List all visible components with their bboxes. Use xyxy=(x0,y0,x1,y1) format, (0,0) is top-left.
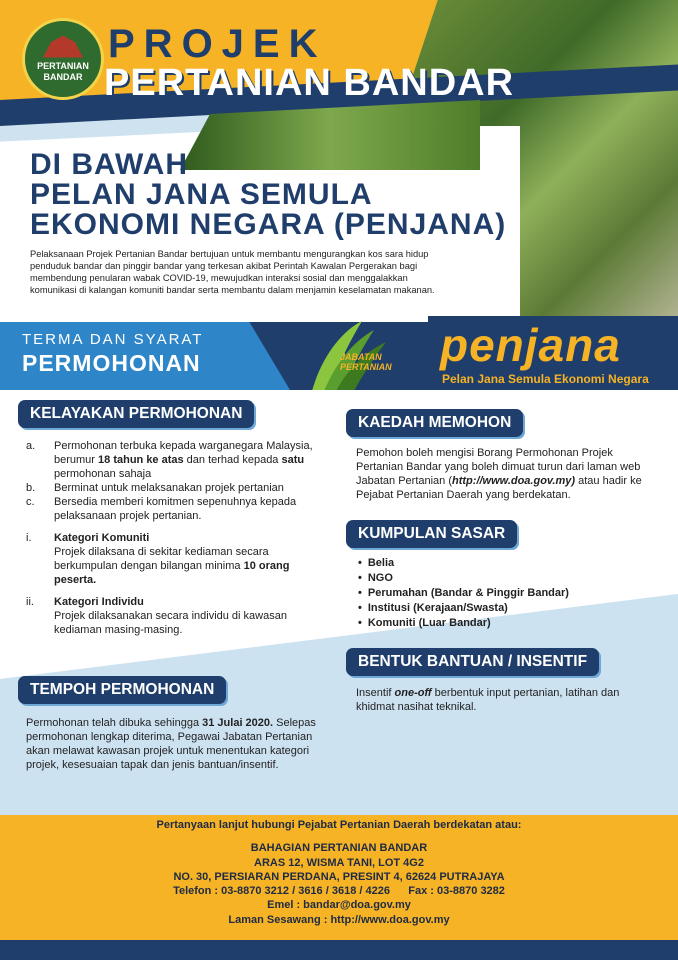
kumpulan-heading: KUMPULAN SASAR xyxy=(346,520,517,548)
list-item: • NGO xyxy=(358,571,569,586)
item-bold: 18 tahun ke atas xyxy=(98,454,184,466)
list-item xyxy=(26,531,316,587)
item-text: Berminat untuk melaksanakan projek pertanian xyxy=(54,482,284,494)
kelayakan-list xyxy=(26,439,316,637)
item-text: permohonan sahaja xyxy=(54,468,152,480)
footer-contact xyxy=(0,818,678,927)
item-text: Permohonan terbuka kepada warganegara Malaysia, berumur xyxy=(54,440,313,466)
list-marker: c. xyxy=(26,496,35,508)
jabatan-text xyxy=(340,352,392,372)
list-marker: a. xyxy=(26,440,36,452)
footer-line3: ARAS 12, WISMA TANI, LOT 4G2 xyxy=(254,856,424,869)
footer-line2: BAHAGIAN PERTANIAN BANDAR xyxy=(250,842,428,855)
footer-email[interactable]: Emel : bandar@doa.gov.my xyxy=(267,899,411,912)
tempoh-post: Selepas permohonan lengkap diterima, Pegawai Jabatan Pertanian akan melawat kawasan projek untuk menentukan kategori projek, kesesuaian tapak dan jenis bantuan/insentif. xyxy=(26,717,316,771)
kaedah-post: atau hadir ke Pejabat Pertanian Daerah yang berdekatan. xyxy=(356,475,642,501)
list-item: • Perumahan (Bandar & Pinggir Bandar) xyxy=(358,586,569,601)
logo-text-2: BANDAR xyxy=(43,71,83,82)
list-item xyxy=(26,595,316,637)
list-marker: i. xyxy=(26,532,32,544)
subheading-line3: EKONOMI NEGARA (PENJANA) xyxy=(30,208,507,241)
item-text: Bersedia memberi komitmen sepenuhnya kepada pelaksanaan projek pertanian. xyxy=(54,496,297,522)
doa-link[interactable]: http://www.doa.gov.my) xyxy=(452,475,576,487)
kelayakan-heading: KELAYAKAN PERMOHONAN xyxy=(18,400,254,428)
kaedah-pre: Pemohon boleh mengisi Borang Permohonan Projek Pertanian Bandar yang boleh dimuat turun dari laman web Jabatan Pertanian ( xyxy=(356,447,641,487)
list-item: • Komuniti (Luar Bandar) xyxy=(358,616,569,631)
jabatan-line2: PERTANIAN xyxy=(340,362,392,372)
tempoh-pre: Permohonan telah dibuka sehingga xyxy=(26,717,203,729)
kategori-title: Kategori Individu xyxy=(54,596,144,608)
item-text: dan terhad kepada xyxy=(183,454,282,466)
title-pertanian-bandar: PERTANIAN BANDAR xyxy=(104,62,515,104)
bentuk-pre: Insentif xyxy=(356,687,395,699)
pertanian-bandar-logo xyxy=(22,18,104,100)
item-text: Projek dilaksana di sekitar kediaman secara berkumpulan dengan bilangan minima xyxy=(54,546,269,572)
logo-text-1: PERTANIAN xyxy=(37,60,89,71)
list-marker: ii. xyxy=(26,596,34,608)
tempoh-heading: TEMPOH PERMOHONAN xyxy=(18,676,226,704)
list-item: • Belia xyxy=(358,556,569,571)
footer-line1: Pertanyaan lanjut hubungi Pejabat Pertanian Daerah berdekatan atau: xyxy=(156,819,522,831)
list-marker: b. xyxy=(26,482,36,494)
item-bold: 10 orang peserta. xyxy=(54,560,290,586)
list-item xyxy=(26,481,316,495)
kaedah-text xyxy=(356,446,651,502)
footer-stripe xyxy=(0,940,678,960)
subheading-line2: PELAN JANA SEMULA xyxy=(30,178,373,211)
item-text: Projek dilaksanakan secara individu di kawasan kediaman masing-masing. xyxy=(54,610,287,636)
kumpulan-list xyxy=(358,556,569,631)
footer-phone: Telefon : 03-8870 3212 / 3616 / 3618 / 4226 Fax : 03-8870 3282 xyxy=(173,885,505,898)
bentuk-bold: one-off xyxy=(394,687,432,699)
bentuk-heading: BENTUK BANTUAN / INSENTIF xyxy=(346,648,599,676)
house-icon xyxy=(43,36,83,58)
tempoh-text xyxy=(26,716,316,772)
list-item: • Institusi (Kerajaan/Swasta) xyxy=(358,601,569,616)
subheading-line1: DI BAWAH xyxy=(30,148,188,181)
footer-website[interactable]: Laman Sesawang : http://www.doa.gov.my xyxy=(228,913,450,926)
title-projek: PROJEK xyxy=(108,22,327,66)
subheading xyxy=(30,150,506,240)
bentuk-text xyxy=(356,686,656,714)
intro-text: Pelaksanaan Projek Pertanian Bandar bertujuan untuk membantu mengurangkan kos sara hidup penduduk bandar dan pinggir bandar yang terkesan akibat Perintah Kawalan Pergerakan bagi membendung penularan wabak COVID-19, mewujudkan interaksi sosial dan menggalakkan komunikasi di kalangan komuniti bandar serta membantu dalam menjamin keselamatan makanan. xyxy=(30,249,435,295)
kategori-title: Kategori Komuniti xyxy=(54,532,150,544)
terma-line2: PERMOHONAN xyxy=(22,350,201,376)
list-item xyxy=(26,495,316,523)
jabatan-line1: JABATAN xyxy=(340,352,382,362)
tempoh-date: 31 Julai 2020. xyxy=(202,717,274,729)
item-bold: satu xyxy=(281,454,305,466)
penjana-logo-text: penjana xyxy=(440,319,621,371)
list-item xyxy=(26,439,316,481)
kaedah-heading: KAEDAH MEMOHON xyxy=(346,409,523,437)
penjana-subtitle: Pelan Jana Semula Ekonomi Negara xyxy=(442,372,649,386)
footer-line4: NO. 30, PERSIARAN PERDANA, PRESINT 4, 62624 PUTRAJAYA xyxy=(173,870,505,883)
terma-line1: TERMA DAN SYARAT xyxy=(22,331,204,348)
bentuk-post: berbentuk input pertanian, latihan dan khidmat nasihat teknikal. xyxy=(356,687,620,713)
